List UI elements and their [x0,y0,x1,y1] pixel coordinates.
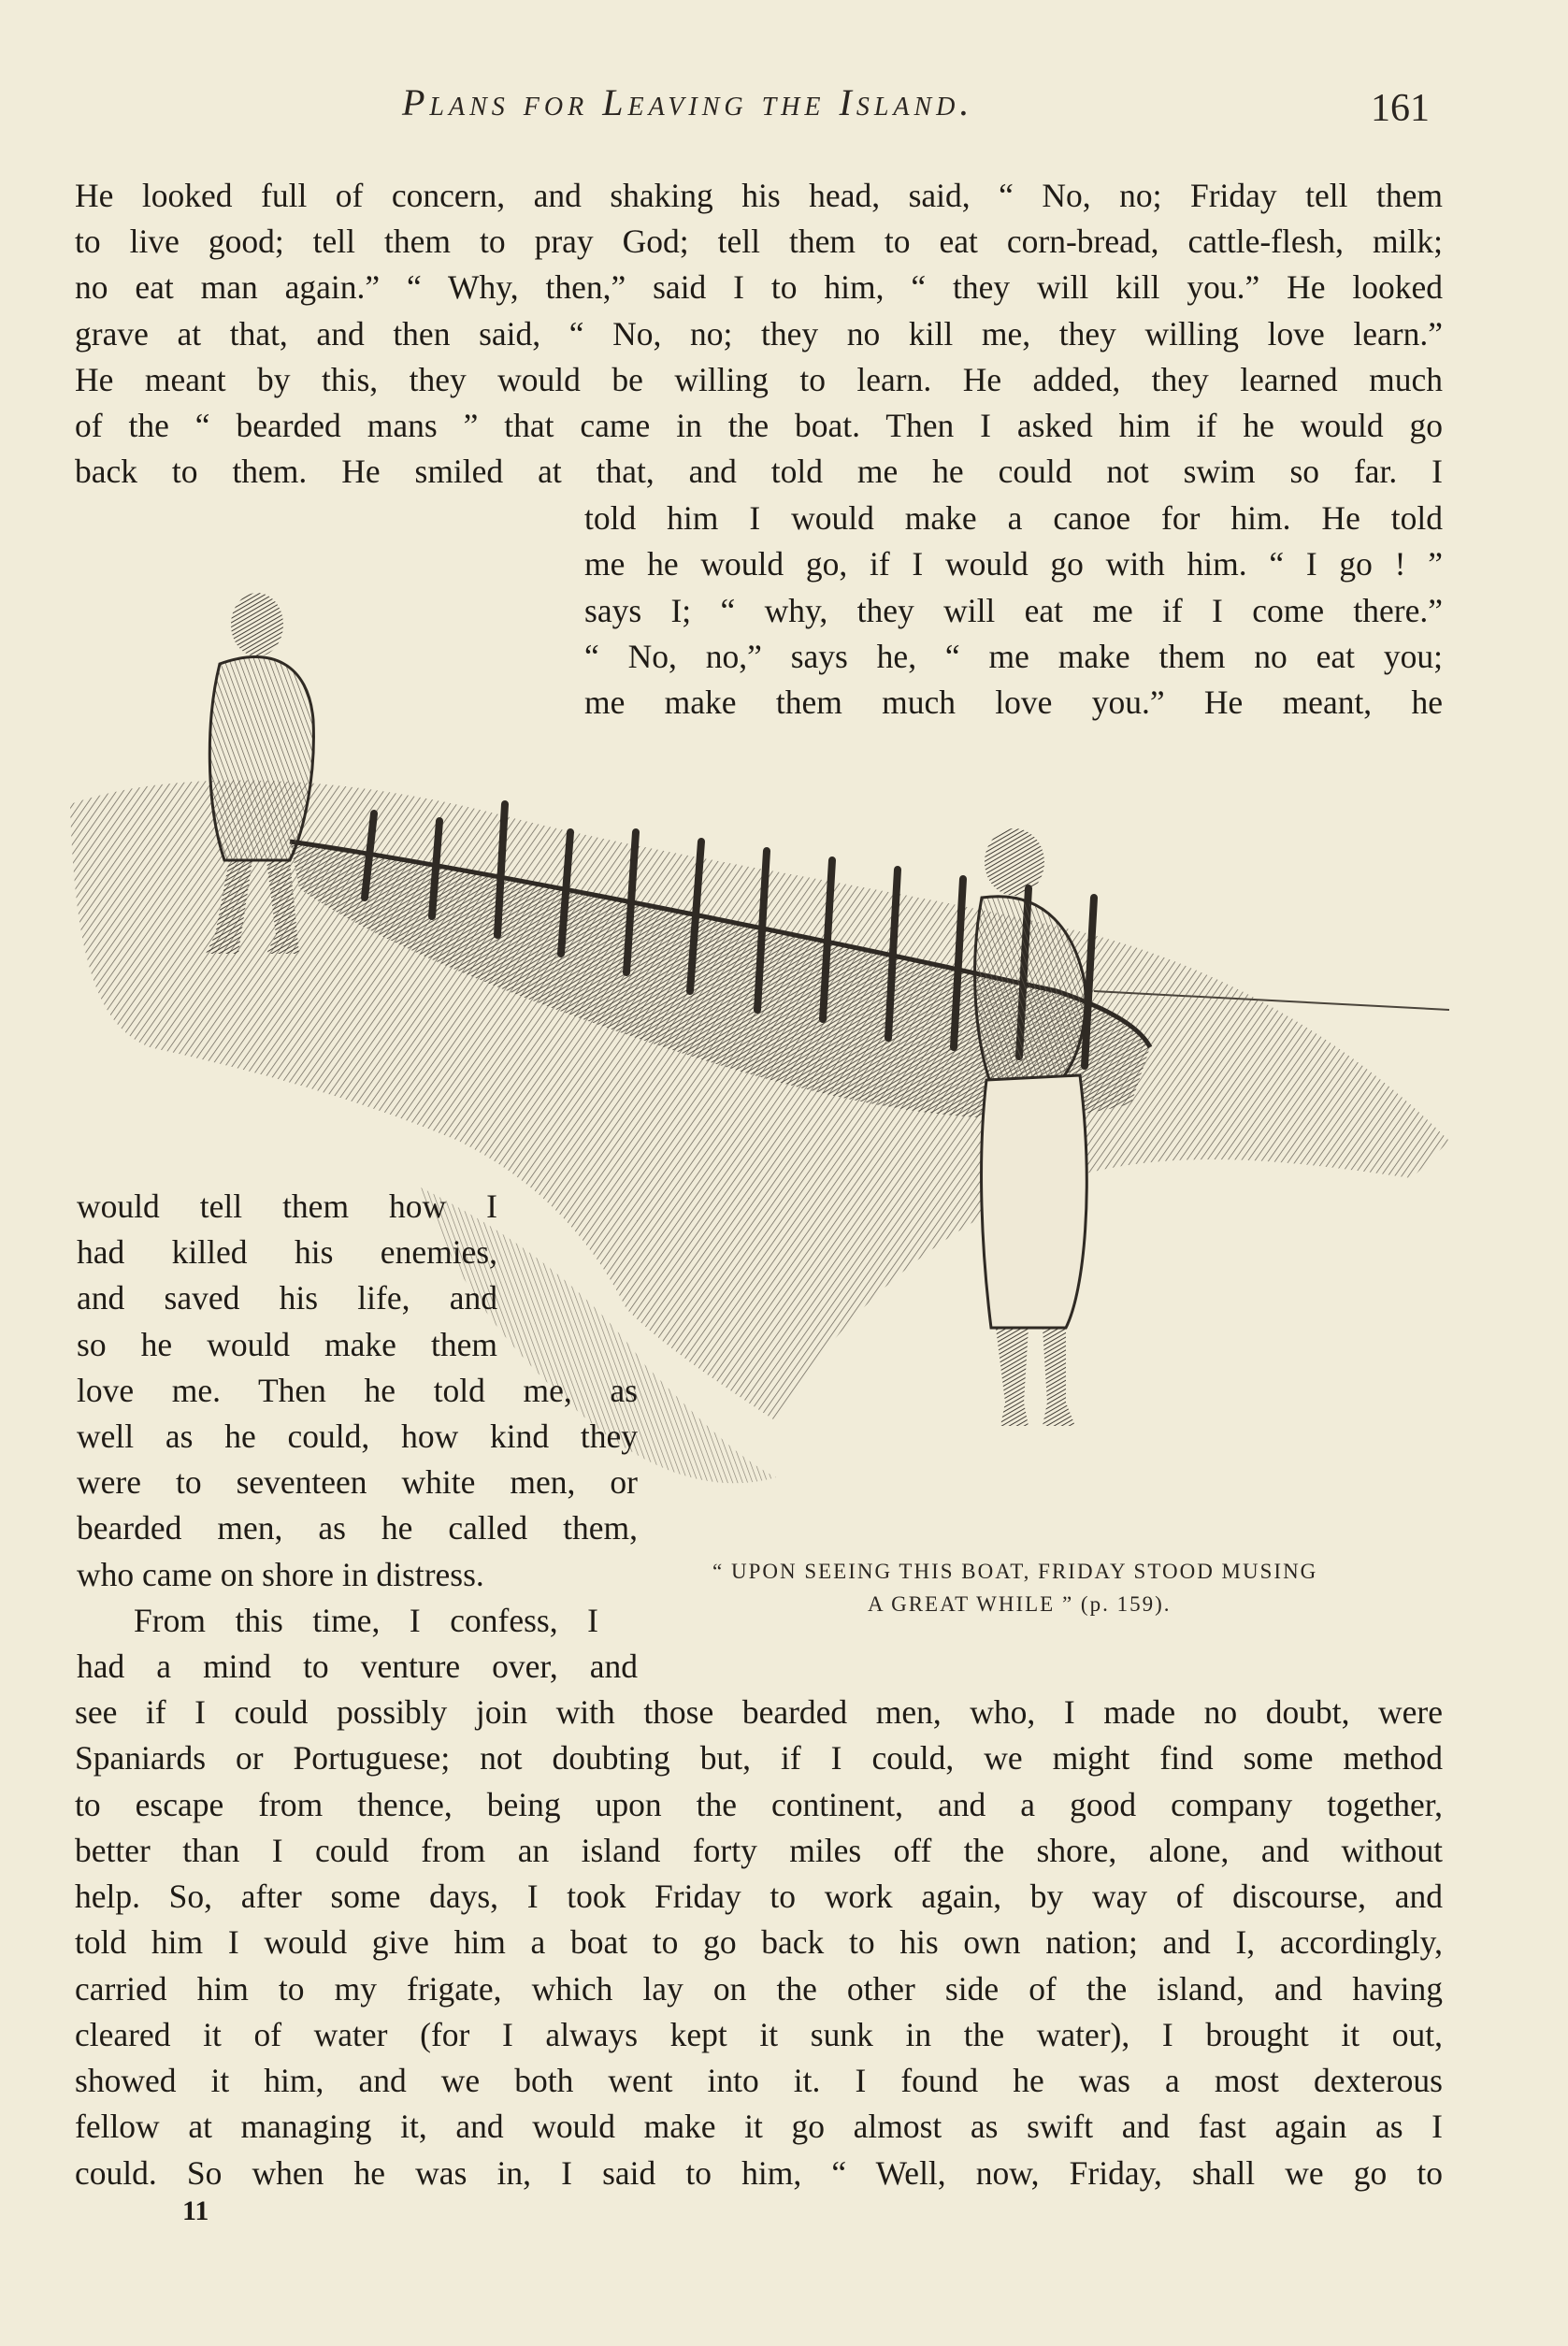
illustration-caption-line2: A GREAT WHILE ” (p. 159). [868,1592,1172,1616]
body-line: says I; “ why, they will eat me if I come there.” [584,592,1443,629]
body-line: fellow at managing it, and would make it go almost as swift and fast again as I [75,2108,1443,2145]
body-line: love me. Then he told me, as [77,1372,638,1409]
body-line: of the “ bearded mans ” that came in the boat. Then I asked him if he would go [75,407,1443,444]
body-line: and saved his life, and [77,1279,497,1317]
body-line: help. So, after some days, I took Friday to work again, by way of discourse, and [75,1878,1443,1915]
body-line: grave at that, and then said, “ No, no; they no kill me, they willing love learn.” [75,315,1443,353]
body-line: carried him to my frigate, which lay on the other side of the island, and having [75,1970,1443,2008]
illustration-caption-line1: “ UPON SEEING THIS BOAT, FRIDAY STOOD MUSING [712,1560,1318,1583]
body-line: see if I could possibly join with those bearded men, who, I made no doubt, were [75,1693,1443,1731]
body-line: to live good; tell them to pray God; tell them to eat corn-bread, cattle-flesh, milk; [75,223,1443,260]
body-line: well as he could, how kind they [77,1418,638,1455]
body-line: back to them. He smiled at that, and told me he could not swim so far. I [75,453,1443,490]
body-line: so he would make them [77,1326,497,1363]
signature-mark: 11 [182,2195,209,2226]
body-line: no eat man again.” “ Why, then,” said I to him, “ they will kill you.” He looked [75,268,1443,306]
running-head: Plans for Leaving the Island. [402,81,974,123]
body-line: He meant by this, they would be willing to learn. He added, they learned much [75,361,1443,398]
body-line: better than I could from an island forty miles off the shore, alone, and without [75,1832,1443,1869]
body-line: to escape from thence, being upon the continent, and a good company together, [75,1786,1443,1823]
body-line: He looked full of concern, and shaking his head, said, “ No, no; Friday tell them [75,177,1443,214]
body-line: showed it him, and we both went into it. I found he was a most dexterous [75,2062,1443,2099]
body-line: me he would go, if I would go with him. “ I go ! ” [584,545,1443,583]
body-line: From this time, I confess, I [134,1602,598,1639]
body-line: could. So when he was in, I said to him, “ Well, now, Friday, shall we go to [75,2154,1443,2192]
body-line: were to seventeen white men, or [77,1463,638,1501]
body-line: who came on shore in distress. [77,1556,484,1593]
friday-figure [975,828,1087,1426]
body-line: cleared it of water (for I always kept it sunk in the water), I brought it out, [75,2016,1443,2053]
body-line: would tell them how I [77,1187,497,1225]
body-line: told him I would give him a boat to go back to his own nation; and I, accordingly, [75,1923,1443,1961]
body-line: bearded men, as he called them, [77,1509,638,1547]
body-line: “ No, no,” says he, “ me make them no eat you; [584,638,1443,675]
body-line: told him I would make a canoe for him. He told [584,499,1443,537]
body-line: had killed his enemies, [77,1233,497,1271]
body-line: me make them much love you.” He meant, he [584,684,1443,721]
page-number: 161 [1371,87,1430,130]
body-line: had a mind to venture over, and [77,1648,638,1685]
body-line: Spaniards or Portuguese; not doubting but, if I could, we might find some method [75,1739,1443,1777]
